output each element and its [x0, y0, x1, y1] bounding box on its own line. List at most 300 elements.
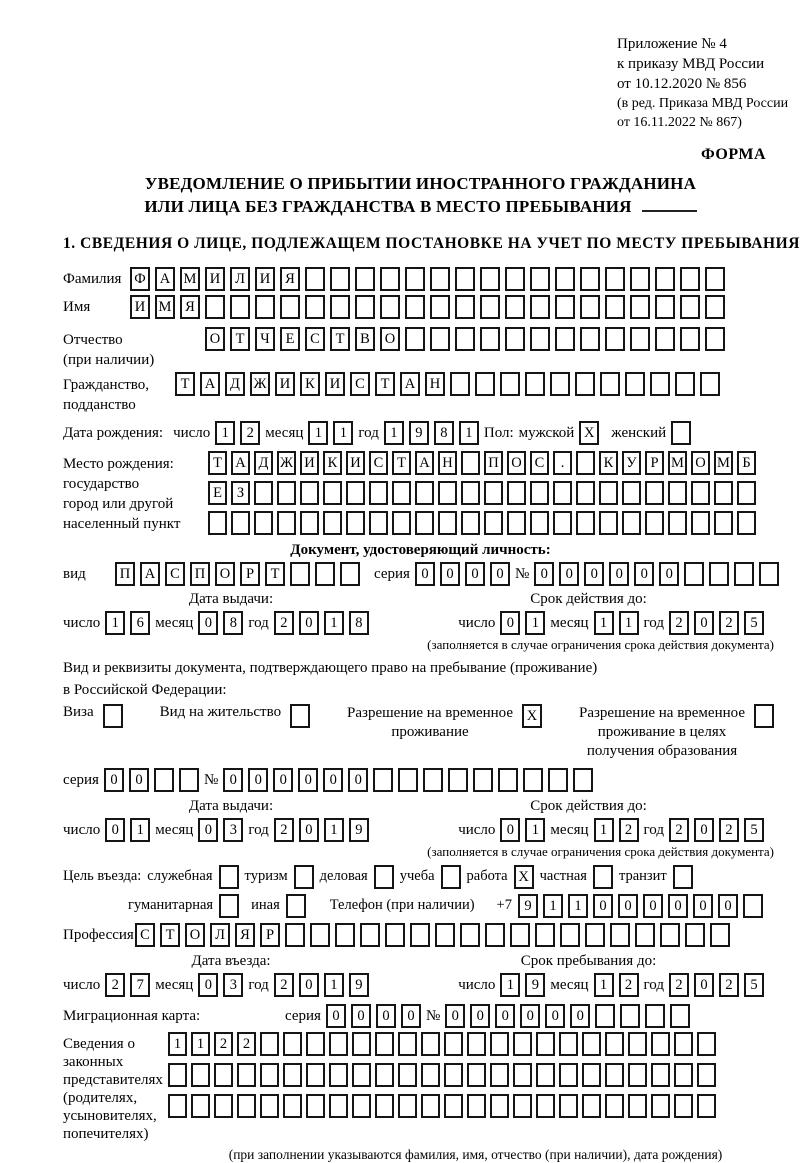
day-word: число	[458, 977, 496, 993]
citizenship-cells	[175, 372, 720, 396]
phone-cells	[518, 894, 763, 918]
char-cell	[670, 1004, 690, 1028]
gender-label: Пол:	[483, 425, 514, 441]
char-cell	[622, 511, 641, 535]
birth-place-label-line: город или другой	[63, 496, 174, 512]
char-cell	[315, 562, 335, 586]
char-cell	[154, 768, 174, 792]
char-cell	[600, 372, 620, 396]
char-cell: И	[275, 372, 295, 396]
edu-permit-label	[579, 704, 745, 761]
char-cell	[737, 511, 756, 535]
purpose-private-label: частная	[539, 868, 587, 884]
char-cell	[605, 1032, 624, 1056]
purpose-private-checkbox	[593, 865, 613, 889]
char-cell: У	[622, 451, 641, 475]
char-cell: 2	[274, 818, 294, 842]
residence-valid-year-cells	[669, 818, 764, 842]
migration-number-word: №	[425, 1008, 441, 1024]
char-cell: 0	[668, 894, 688, 918]
char-cell: 1	[594, 818, 614, 842]
char-cell	[168, 1094, 187, 1118]
char-cell	[290, 562, 310, 586]
char-cell	[260, 1032, 279, 1056]
checkbox-cell	[671, 421, 691, 445]
char-cell	[582, 1094, 601, 1118]
visa-label: Виза	[63, 704, 94, 720]
char-cell: Б	[737, 451, 756, 475]
purpose-transit-label: транзит	[618, 868, 667, 884]
birth-place-cells-row3	[208, 511, 756, 535]
char-cell	[461, 511, 480, 535]
temp-permit-checkbox	[522, 704, 542, 728]
entry-year-cells	[274, 973, 369, 997]
char-cell: А	[400, 372, 420, 396]
doc-kind-cells	[115, 562, 360, 586]
char-cell: С	[135, 923, 155, 947]
char-cell	[398, 768, 418, 792]
entry-date	[63, 973, 369, 997]
birth-place-block	[63, 451, 778, 541]
char-cell: 0	[299, 973, 319, 997]
birth-place-labels	[63, 451, 208, 534]
char-cell: 0	[570, 1004, 590, 1028]
char-cell: Т	[160, 923, 180, 947]
char-cell	[255, 295, 275, 319]
name-label: Имя	[63, 299, 91, 315]
char-cell: 2	[719, 818, 739, 842]
char-cell: Ж	[277, 451, 296, 475]
residence-intro-line1: Вид и реквизиты документа, подтверждающего право на пребывание (проживание)	[63, 660, 598, 676]
char-cell	[630, 295, 650, 319]
residence-issue-heading: Дата выдачи:	[188, 798, 274, 814]
char-cell	[555, 295, 575, 319]
identity-dates-row	[63, 611, 778, 635]
char-cell	[700, 372, 720, 396]
identity-doc-heading: Документ, удостоверяющий личность:	[290, 542, 551, 558]
char-cell: 1	[525, 611, 545, 635]
char-cell: 0	[500, 818, 520, 842]
edu-permit-label-line: проживание в целях	[597, 724, 727, 740]
residence-permit-option	[160, 704, 310, 761]
char-cell: Л	[210, 923, 230, 947]
char-cell	[467, 1063, 486, 1087]
char-cell: И	[130, 295, 150, 319]
char-cell	[553, 511, 572, 535]
char-cell	[737, 481, 756, 505]
identity-issue-date	[63, 611, 369, 635]
char-cell	[490, 1094, 509, 1118]
char-cell	[576, 511, 595, 535]
char-cell	[530, 267, 550, 291]
visit-purpose-row1	[63, 865, 778, 889]
identity-valid-heading: Срок действия до:	[530, 591, 647, 607]
char-cell	[599, 511, 618, 535]
char-cell: 1	[215, 421, 235, 445]
representatives-label-line: усыновителях,	[63, 1108, 157, 1124]
birth-place-label-line: государство	[63, 476, 140, 492]
char-cell: 0	[618, 894, 638, 918]
purpose-official-checkbox	[219, 865, 239, 889]
patronymic-label	[63, 327, 205, 370]
stay-year-cells	[669, 973, 764, 997]
phone-label: Телефон (при наличии)	[329, 897, 475, 913]
char-cell: 9	[525, 973, 545, 997]
char-cell	[329, 1063, 348, 1087]
char-cell	[705, 267, 725, 291]
stay-until-date	[453, 973, 764, 997]
day-word: число	[458, 822, 496, 838]
char-cell: С	[305, 327, 325, 351]
char-cell	[430, 295, 450, 319]
char-cell	[550, 372, 570, 396]
char-cell: 1	[459, 421, 479, 445]
char-cell: И	[325, 372, 345, 396]
checkbox-cell: X	[514, 865, 534, 889]
char-cell: Т	[208, 451, 227, 475]
char-cell: 1	[594, 973, 614, 997]
char-cell: 0	[248, 768, 268, 792]
char-cell: 0	[694, 818, 714, 842]
visa-option	[63, 704, 123, 761]
char-cell: 1	[105, 611, 125, 635]
char-cell	[346, 481, 365, 505]
char-cell: М	[668, 451, 687, 475]
doc-kind-label: вид	[63, 566, 86, 582]
char-cell	[610, 923, 630, 947]
char-cell	[205, 295, 225, 319]
char-cell	[580, 267, 600, 291]
char-cell	[555, 267, 575, 291]
char-cell	[438, 511, 457, 535]
doc-series-cells	[415, 562, 510, 586]
char-cell: 0	[376, 1004, 396, 1028]
purpose-study-label: учеба	[399, 868, 435, 884]
char-cell: 0	[298, 768, 318, 792]
day-word: число	[63, 615, 101, 631]
residence-series-word: серия	[63, 772, 99, 788]
char-cell	[576, 451, 595, 475]
char-cell: К	[323, 451, 342, 475]
char-cell: 0	[326, 1004, 346, 1028]
entry-date-headers	[63, 952, 778, 971]
profession-label: Профессия	[63, 927, 134, 943]
citizenship-label-line2: подданство	[63, 397, 136, 413]
char-cell	[507, 481, 526, 505]
annex-reference-block	[617, 34, 800, 132]
year-word: год	[643, 615, 664, 631]
char-cell: Ж	[250, 372, 270, 396]
representatives-label-line: представителях	[63, 1072, 163, 1088]
visit-purpose-label: Цель въезда:	[63, 868, 142, 884]
residence-valid-day-cells	[500, 818, 545, 842]
doc-number-word: №	[514, 566, 530, 582]
char-cell	[709, 562, 729, 586]
char-cell	[559, 1032, 578, 1056]
char-cell: С	[369, 451, 388, 475]
char-cell: И	[255, 267, 275, 291]
char-cell	[231, 511, 250, 535]
char-cell	[423, 768, 443, 792]
representatives-note: (при заполнении указываются фамилия, имя, отчество (при наличии), дата рождения)	[228, 1147, 723, 1162]
char-cell: Е	[280, 327, 300, 351]
char-cell	[655, 295, 675, 319]
char-cell	[277, 481, 296, 505]
migration-card-label: Миграционная карта:	[63, 1008, 201, 1024]
char-cell	[680, 295, 700, 319]
char-cell	[530, 481, 549, 505]
month-word: месяц	[550, 822, 589, 838]
purpose-other-label: иная	[251, 897, 280, 913]
birth-place-cells-column	[208, 451, 756, 541]
purpose-other-checkbox	[286, 894, 306, 918]
representatives-label-line: законных	[63, 1054, 124, 1070]
char-cell: 1	[525, 818, 545, 842]
month-word: месяц	[155, 822, 194, 838]
char-cell	[430, 267, 450, 291]
char-cell: 9	[349, 973, 369, 997]
char-cell: 9	[409, 421, 429, 445]
char-cell	[300, 511, 319, 535]
char-cell	[635, 923, 655, 947]
char-cell	[645, 481, 664, 505]
char-cell	[300, 481, 319, 505]
char-cell	[498, 768, 518, 792]
char-cell	[306, 1032, 325, 1056]
char-cell: 7	[130, 973, 150, 997]
phone-prefix: +7	[496, 897, 512, 913]
char-cell	[560, 923, 580, 947]
char-cell	[490, 1032, 509, 1056]
char-cell	[473, 768, 493, 792]
citizenship-label-line1: Гражданство,	[63, 377, 150, 393]
char-cell	[352, 1063, 371, 1087]
char-cell: 0	[584, 562, 604, 586]
char-cell: 0	[470, 1004, 490, 1028]
char-cell	[280, 295, 300, 319]
migration-number-cells	[445, 1004, 690, 1028]
year-word: год	[248, 977, 269, 993]
month-word: месяц	[550, 977, 589, 993]
residence-number-word: №	[203, 772, 219, 788]
residence-permit-label: Вид на жительство	[159, 704, 282, 720]
char-cell: 0	[105, 818, 125, 842]
char-cell: 2	[719, 611, 739, 635]
title-line2-text: ИЛИ ЛИЦА БЕЗ ГРАЖДАНСТВА В МЕСТО ПРЕБЫВАНИЯ	[144, 197, 632, 216]
char-cell	[444, 1032, 463, 1056]
char-cell	[405, 267, 425, 291]
char-cell	[329, 1032, 348, 1056]
char-cell	[168, 1063, 187, 1087]
purpose-transit-checkbox	[673, 865, 693, 889]
checkbox-cell	[294, 865, 314, 889]
birth-month-cells	[308, 421, 353, 445]
char-cell	[237, 1063, 256, 1087]
char-cell: 0	[545, 1004, 565, 1028]
annex-edit-line: от 16.11.2022 № 867)	[617, 115, 742, 130]
char-cell	[179, 768, 199, 792]
stay-month-cells	[594, 973, 639, 997]
char-cell: 5	[744, 818, 764, 842]
char-cell: Т	[392, 451, 411, 475]
char-cell: 0	[643, 894, 663, 918]
char-cell	[580, 295, 600, 319]
char-cell: 0	[299, 818, 319, 842]
representatives-label-line: Сведения о	[63, 1036, 135, 1052]
char-cell	[430, 327, 450, 351]
char-cell: 8	[223, 611, 243, 635]
char-cell	[450, 372, 470, 396]
char-cell: 0	[490, 562, 510, 586]
char-cell	[385, 923, 405, 947]
stay-day-cells	[500, 973, 545, 997]
char-cell	[691, 481, 710, 505]
gender-female-label: женский	[611, 425, 667, 441]
char-cell: Н	[438, 451, 457, 475]
char-cell	[507, 511, 526, 535]
birth-place-cells-row2	[208, 481, 756, 505]
char-cell: П	[484, 451, 503, 475]
char-cell: Е	[208, 481, 227, 505]
char-cell	[484, 481, 503, 505]
temp-permit-option	[347, 704, 542, 761]
doc-number-cells	[534, 562, 779, 586]
char-cell	[500, 372, 520, 396]
checkbox-cell	[219, 865, 239, 889]
char-cell	[410, 923, 430, 947]
representatives-label-line: (родителях,	[63, 1090, 138, 1106]
char-cell: 0	[559, 562, 579, 586]
char-cell	[605, 1094, 624, 1118]
char-cell: П	[115, 562, 135, 586]
citizenship-row	[63, 372, 778, 415]
char-cell: А	[415, 451, 434, 475]
residence-series-cells	[104, 768, 199, 792]
checkbox-cell	[290, 704, 310, 728]
char-cell: 1	[308, 421, 328, 445]
annex-line: от 10.12.2020 № 856	[617, 76, 747, 92]
patronymic-label-line2: (при наличии)	[63, 352, 155, 368]
char-cell	[260, 1094, 279, 1118]
char-cell	[283, 1032, 302, 1056]
purpose-business-checkbox	[374, 865, 394, 889]
char-cell	[651, 1032, 670, 1056]
char-cell	[398, 1094, 417, 1118]
char-cell: 1	[594, 611, 614, 635]
char-cell	[576, 481, 595, 505]
char-cell	[505, 327, 525, 351]
char-cell: О	[691, 451, 710, 475]
char-cell	[655, 267, 675, 291]
char-cell: К	[300, 372, 320, 396]
residence-intro-line2: в Российской Федерации:	[63, 682, 227, 698]
char-cell	[510, 923, 530, 947]
residence-valid-date	[453, 818, 764, 842]
char-cell: А	[231, 451, 250, 475]
char-cell	[668, 511, 687, 535]
char-cell	[260, 1063, 279, 1087]
char-cell	[398, 1032, 417, 1056]
char-cell	[208, 511, 227, 535]
char-cell	[625, 372, 645, 396]
day-word: число	[173, 425, 211, 441]
residence-date-headers	[63, 797, 778, 816]
residence-series-row	[63, 768, 778, 792]
char-cell	[330, 295, 350, 319]
char-cell	[582, 1063, 601, 1087]
char-cell: 0	[693, 894, 713, 918]
char-cell	[628, 1094, 647, 1118]
char-cell	[254, 481, 273, 505]
char-cell	[380, 267, 400, 291]
char-cell	[525, 372, 545, 396]
char-cell	[330, 267, 350, 291]
char-cell: Р	[240, 562, 260, 586]
char-cell: А	[200, 372, 220, 396]
char-cell: Ч	[255, 327, 275, 351]
char-cell	[398, 1063, 417, 1087]
identity-valid-day-cells	[500, 611, 545, 635]
char-cell: 0	[445, 1004, 465, 1028]
char-cell	[651, 1063, 670, 1087]
char-cell	[530, 295, 550, 319]
char-cell: 0	[609, 562, 629, 586]
char-cell	[373, 768, 393, 792]
char-cell	[674, 1063, 693, 1087]
annex-line: к приказу МВД России	[617, 56, 765, 72]
char-cell	[448, 768, 468, 792]
char-cell	[675, 372, 695, 396]
char-cell: Л	[230, 267, 250, 291]
char-cell	[355, 267, 375, 291]
char-cell	[283, 1063, 302, 1087]
char-cell: 0	[415, 562, 435, 586]
identity-validity-note: (заполняется в случае ограничения срока действия документа)	[427, 637, 774, 652]
char-cell	[352, 1094, 371, 1118]
identity-valid-year-cells	[669, 611, 764, 635]
checkbox-cell: X	[522, 704, 542, 728]
form-title	[63, 172, 778, 218]
char-cell	[467, 1094, 486, 1118]
char-cell: М	[155, 295, 175, 319]
char-cell: К	[599, 451, 618, 475]
char-cell: Т	[175, 372, 195, 396]
annex-edit-line: (в ред. Приказа МВД России	[617, 96, 789, 111]
char-cell	[392, 481, 411, 505]
char-cell	[480, 295, 500, 319]
char-cell	[375, 1032, 394, 1056]
purpose-official-label: служебная	[147, 868, 213, 884]
surname-row	[63, 267, 778, 291]
char-cell: О	[205, 327, 225, 351]
char-cell: И	[346, 451, 365, 475]
purpose-study-checkbox	[441, 865, 461, 889]
char-cell	[323, 481, 342, 505]
name-cells	[130, 295, 725, 319]
char-cell	[595, 1004, 615, 1028]
doc-series-word: серия	[374, 566, 410, 582]
visit-purpose-row2	[63, 894, 778, 918]
char-cell	[674, 1032, 693, 1056]
char-cell	[335, 923, 355, 947]
char-cell: 9	[349, 818, 369, 842]
char-cell: 2	[214, 1032, 233, 1056]
char-cell	[513, 1032, 532, 1056]
month-word: месяц	[265, 425, 304, 441]
birth-place-label-line: Место рождения:	[63, 456, 174, 472]
identity-date-headers	[63, 590, 778, 609]
char-cell	[485, 923, 505, 947]
